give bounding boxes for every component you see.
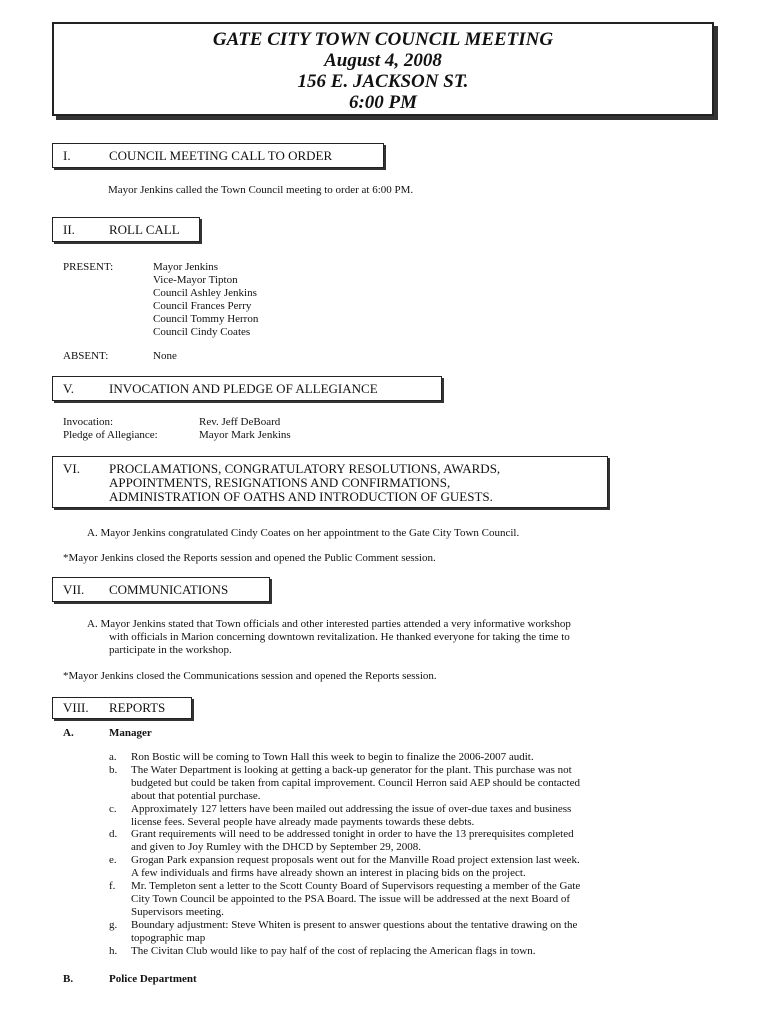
report-item-text <box>131 919 721 945</box>
report-item-text <box>131 764 721 803</box>
report-item-letter: g. <box>109 918 118 931</box>
report-item-line: Ron Bostic will be coming to Town Hall this week to begin to finalize the 2006-2007 audit. <box>131 751 534 763</box>
report-item-line: license fees. Several people have already made payments towards these debts. <box>131 815 475 828</box>
section-1-text: Mayor Jenkins called the Town Council meeting to order at 6:00 PM. <box>108 184 414 196</box>
report-item-text <box>131 828 721 854</box>
report-item-text <box>131 854 721 880</box>
section-7-header <box>52 577 270 602</box>
section-7-note: *Mayor Jenkins closed the Communications session and opened the Reports session. <box>63 670 437 682</box>
report-item-line: topographic map <box>131 931 206 944</box>
section-7-item-a-line: A. Mayor Jenkins stated that Town officials and other interested parties attended a very informative workshop <box>87 618 571 630</box>
title-line-1: GATE CITY TOWN COUNCIL MEETING <box>212 29 554 50</box>
section-5-header <box>52 376 442 401</box>
report-item-text <box>131 751 721 764</box>
section-2-title: ROLL CALL <box>109 222 180 237</box>
report-item-line: Grant requirements will need to be addressed tonight in order to have the 13 prerequisites completed <box>131 828 574 841</box>
pledge-label: Pledge of Allegiance: <box>63 429 158 441</box>
report-item-line: Approximately 127 letters have been mailed out addressing the issue of over-due taxes and business <box>131 802 572 815</box>
section-6-note: *Mayor Jenkins closed the Reports session and opened the Public Comment session. <box>63 552 436 564</box>
absent-value: None <box>153 350 177 362</box>
report-item-line: The Civitan Club would like to pay half of the cost of replacing the American flags in town. <box>131 944 536 957</box>
present-member: Council Tommy Herron <box>153 313 259 325</box>
section-8-title: REPORTS <box>109 700 166 715</box>
section-2-header <box>52 217 200 242</box>
report-item-letter: h. <box>109 944 118 957</box>
report-item-line: City Town Council be appointed to the PSA Board. The issue will be addressed at the next Board of <box>131 893 571 905</box>
absent-label: ABSENT: <box>63 350 109 362</box>
section-8-number: VIII. <box>63 700 89 715</box>
report-item-letter: a. <box>109 751 117 763</box>
present-member: Council Ashley Jenkins <box>153 287 257 299</box>
present-member: Mayor Jenkins <box>153 261 219 273</box>
pledge-value: Mayor Mark Jenkins <box>199 429 291 441</box>
report-item-letter: f. <box>109 880 116 892</box>
title-box <box>52 22 714 116</box>
subsection-b-title: Police Department <box>109 973 197 985</box>
report-item-line: A few individuals and firms have already shown an interest in placing bids on the project. <box>131 867 526 880</box>
section-7-item-a-line: participate in the workshop. <box>109 644 232 656</box>
title-line-2: August 4, 2008 <box>324 50 442 71</box>
invocation-label: Invocation: <box>63 416 114 428</box>
report-item-letter: e. <box>109 854 117 867</box>
section-1-number: I. <box>63 148 71 163</box>
section-2-number: II. <box>63 222 75 237</box>
section-7-title: COMMUNICATIONS <box>109 582 229 597</box>
subsection-b-letter: B. <box>63 973 74 985</box>
report-item-line: Grogan Park expansion request proposals went out for the Manville Road project extension last week. <box>131 854 580 867</box>
section-6-header <box>52 456 608 508</box>
report-item-line: Mr. Templeton sent a letter to the Scott County Board of Supervisors requesting a member of the Gate <box>131 880 581 892</box>
section-7-item-a-line: with officials in Marion concerning downtown revitalization. He thanked everyone for taking the time to <box>109 631 570 643</box>
report-item-line: Supervisors meeting. <box>131 906 224 918</box>
report-item-line: The Water Department is looking at getting a back-up generator for the plant. This purchase was not <box>131 763 572 776</box>
title-line-3: 156 E. JACKSON ST. <box>297 71 469 92</box>
report-item-letter: c. <box>109 802 117 815</box>
report-item-text <box>131 945 721 958</box>
section-5-number: V. <box>63 381 74 396</box>
section-5-title: INVOCATION AND PLEDGE OF ALLEGIANCE <box>109 381 378 396</box>
present-label: PRESENT: <box>63 261 114 273</box>
report-item-line: and given to Joy Rumley with the DHCD by September 29, 2008. <box>131 841 421 854</box>
present-member: Council Cindy Coates <box>153 326 251 338</box>
section-7-number: VII. <box>63 582 85 597</box>
report-item-letter: b. <box>109 763 118 776</box>
present-member: Council Frances Perry <box>153 300 252 312</box>
report-item-letter: d. <box>109 828 118 841</box>
subsection-a-title: Manager <box>109 727 152 739</box>
report-item-line: Boundary adjustment: Steve Whiten is present to answer questions about the tentative drawing on the <box>131 918 578 931</box>
invocation-value: Rev. Jeff DeBoard <box>199 416 281 428</box>
report-item-line: about that potential purchase. <box>131 789 261 802</box>
section-6-title-line: APPOINTMENTS, RESIGNATIONS AND CONFIRMATIONS, <box>109 475 451 490</box>
present-member: Vice-Mayor Tipton <box>153 274 238 286</box>
section-6-title <box>109 462 500 504</box>
section-1-title: COUNCIL MEETING CALL TO ORDER <box>109 148 333 163</box>
section-6-number: VI. <box>63 461 80 476</box>
title-line-4: 6:00 PM <box>348 92 418 113</box>
section-8-header <box>52 697 192 719</box>
subsection-a-letter: A. <box>63 727 74 739</box>
section-6-title-line: ADMINISTRATION OF OATHS AND INTRODUCTION OF GUESTS. <box>109 489 493 504</box>
section-6-item-a: A. Mayor Jenkins congratulated Cindy Coates on her appointment to the Gate City Town Council. <box>87 527 520 539</box>
present-list <box>153 261 258 339</box>
report-item-line: budgeted but could be taken from capital improvement. Council Herron said AEP should be contacted <box>131 776 580 789</box>
report-item-text <box>131 803 721 829</box>
section-1-header <box>52 143 384 168</box>
report-item-text <box>131 880 721 919</box>
section-6-title-line: PROCLAMATIONS, CONGRATULATORY RESOLUTIONS, AWARDS, <box>109 461 501 476</box>
